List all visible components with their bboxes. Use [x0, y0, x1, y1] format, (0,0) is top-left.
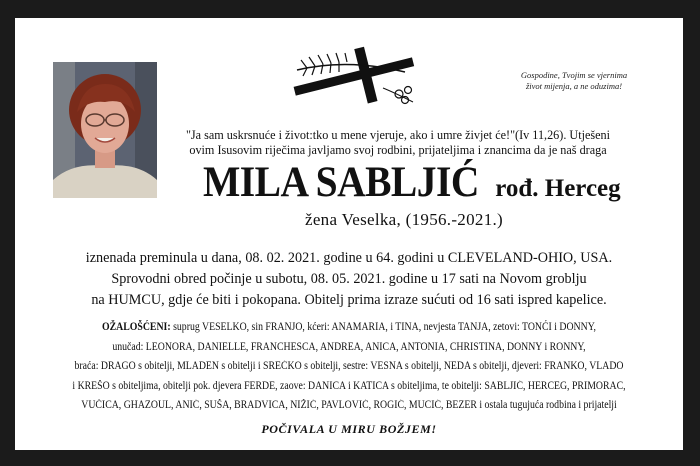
deceased-name: MILA SABLJIĆ — [203, 159, 480, 206]
obituary-card — [15, 18, 683, 450]
mourners-list — [21, 318, 677, 416]
scripture-quote — [159, 128, 637, 158]
mourners-line-5: VUČICA, GHAZOUL, ANIĆ, SUŠA, BRADVICA, NIŽIĆ, PAVLOVIĆ, ROGIĆ, MUCIĆ, BEZER i ostala tugujuća rodbina i prijatelji — [81, 399, 617, 411]
motto-line-2: život mijenja, a ne oduzima! — [525, 81, 623, 91]
mourners-line-1 — [67, 318, 631, 338]
closing-blessing: POČIVALA U MIRU BOŽJEM! — [261, 422, 437, 436]
quote-line-2: ovim Isusovim riječima javljamo svoj rodbini, prijateljima i znancima da je naš draga — [189, 143, 607, 157]
deceased-subtitle: žena Veselka, (1956.-2021.) — [304, 210, 504, 229]
quote-line-1: "Ja sam uskrsnuće i život:tko u mene vjeruje, ako i umre živjet će!"(Iv 11,26). Utješeni — [185, 128, 611, 142]
mourners-line-2: unučad: LEONORA, DANIELLE, FRANCHESCA, ANDREA, ANICA, ANTONIA, CHRISTINA, DONNY i RONNY, — [112, 340, 586, 353]
mourners-label: OŽALOŠĆENI: — [102, 321, 171, 333]
mourners-line-1-text: suprug VESELKO, sin FRANJO, kćeri: ANAMARIA, i TINA, nevjesta TANJA, zetovi: TONĆI i DONNY, — [170, 321, 596, 333]
maiden-name: rođ. Herceg — [495, 175, 621, 202]
mourners-line-3: braća: DRAGO s obitelji, MLADEN s obitelji i SREĆKO s obitelji, sestre: VESNA s obitelji, NEDA s obitelji, djeveri: FRANKO, VLADO — [74, 360, 624, 372]
motto-line-1: Gospodine, Tvojim se vjernima — [520, 70, 628, 80]
info-line-1: iznenada preminula u dana, 08. 02. 2021. godine u 64. godini u CLEVELAND-OHIO, USA. — [85, 250, 613, 266]
mourners-line-4: i KREŠO s obiteljima, obitelji pok. djevera FERDE, zaove: DANICA i KATICA s obiteljima, te obitelji: SABLJIĆ, HERCEG, PRIMORAC, — [72, 379, 626, 392]
motto-text — [485, 70, 663, 92]
info-line-2: Sprovodni obred počinje u subotu, 08. 05. 2021. godine u 17 sati na Novom groblju — [111, 271, 587, 287]
death-and-funeral-info — [35, 248, 663, 311]
info-line-3: na HUMCU, gdje će biti i pokopana. Obitelj prima izraze sućuti od 16 sati ispred kapelice. — [91, 292, 607, 308]
deceased-name-line — [161, 158, 651, 207]
cross-with-palm-icon — [287, 42, 421, 112]
portrait-photo — [53, 62, 157, 198]
